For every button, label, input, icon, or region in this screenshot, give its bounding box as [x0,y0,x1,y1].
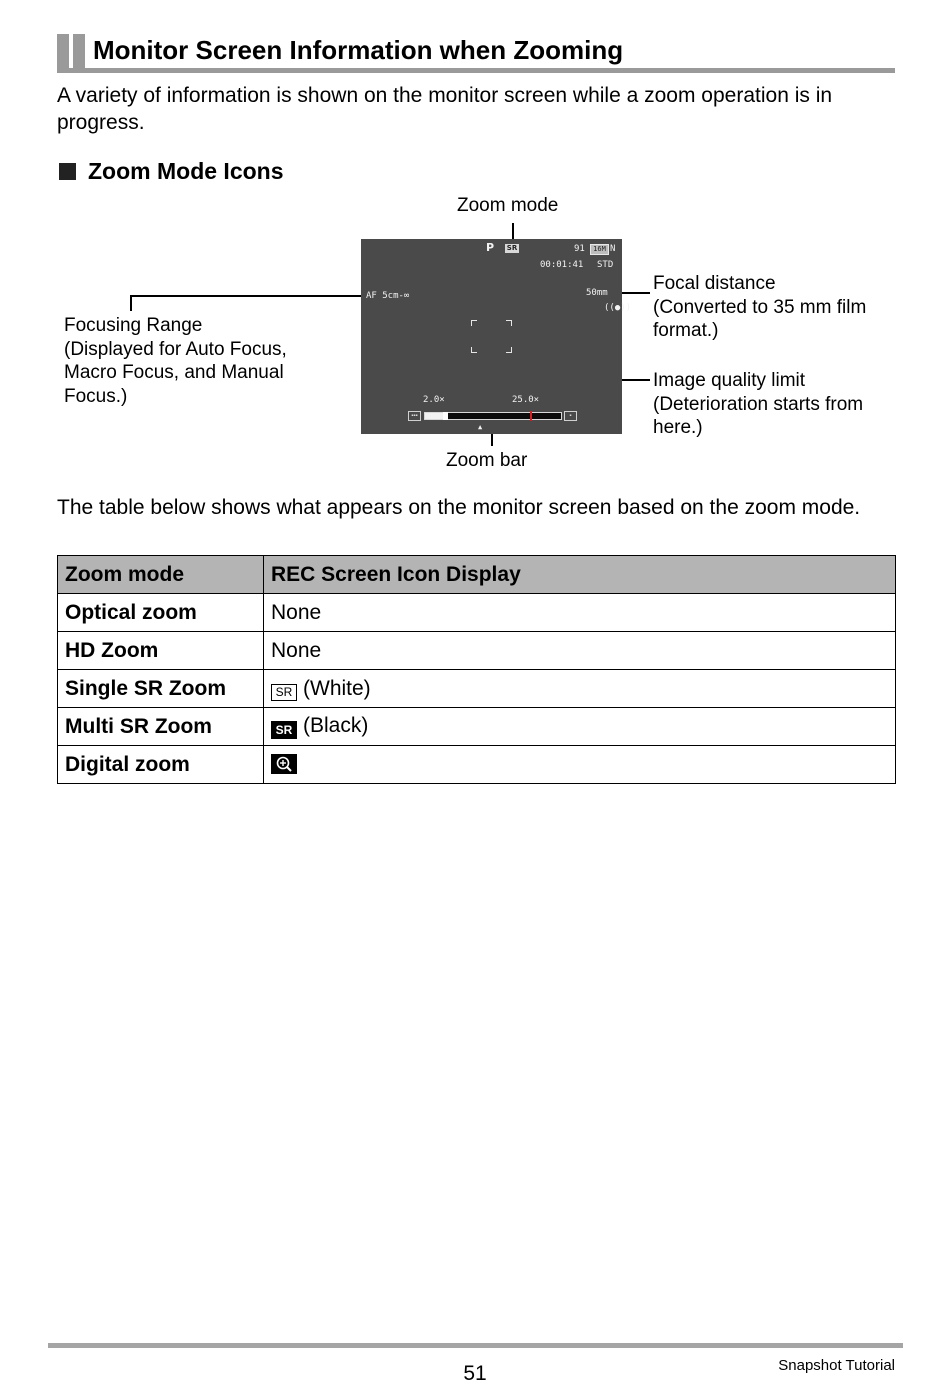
table-description: The table below shows what appears on the monitor screen based on the zoom mode. [57,496,861,519]
sr-zoom-icon: SR [506,244,518,252]
magnify-plus-icon [271,754,297,774]
page-number: 51 [463,1362,487,1385]
focus-frame-corner [471,347,477,353]
remaining-shots: 91 [574,244,585,254]
quality-limit-marker [530,411,532,421]
icon-display-cell [264,746,896,784]
zoom-mode-cell: HD Zoom [58,632,264,670]
image-quality-indicator: N [610,244,616,254]
title-underline [57,68,895,73]
table-header-row [58,556,896,594]
hd-zoom-factor: 2.0× [423,395,445,405]
title-bar-accent [57,34,69,72]
zoom-limit-factor: 25.0× [512,395,540,405]
callout-zoom-mode: Zoom mode [457,195,559,216]
footer-section-label: Snapshot Tutorial [778,1357,895,1374]
table-row [58,670,896,708]
focus-frame-corner [506,347,512,353]
leader-line-focusing-range [130,295,132,311]
table-row [58,594,896,632]
focus-frame-corner [471,320,477,326]
image-size-icon: 16M [590,244,609,255]
icon-display-cell: SR (Black) [264,708,896,746]
zoom-bar [424,412,562,420]
zoom-mode-cell: Single SR Zoom [58,670,264,708]
tele-icon: ▪ [564,411,577,421]
page-title: Monitor Screen Information when Zooming [93,35,624,65]
hand-shake-icon: ((●)) [604,303,632,313]
icon-display-cell: None [264,632,896,670]
remaining-time: 00:01:41 [540,260,584,270]
focus-frame-corner [506,320,512,326]
zoom-mode-cell: Multi SR Zoom [58,708,264,746]
leader-line-focusing-range [130,295,366,297]
rec-mode-indicator: P [486,241,495,254]
zoom-mode-cell: Optical zoom [58,594,264,632]
af-range-readout: AF 5cm-∞ [366,291,410,301]
sr-black-icon: SR [271,721,297,739]
zoom-position-triangle: ▲ [478,423,483,431]
intro-paragraph: A variety of information is shown on the monitor screen while a zoom operation is in progress. [57,84,833,134]
callout-image-quality-limit: Image quality limit (Deterioration starts from here.) [653,370,864,438]
table-row [58,746,896,784]
section-bullet-icon [59,163,76,180]
sr-white-icon: SR [271,684,297,701]
callout-focusing-range: Focusing Range (Displayed for Auto Focus, Macro Focus, and Manual Focus.) [64,315,287,407]
wide-icon: ▪▪▪ [408,411,421,421]
table-row [58,708,896,746]
icon-display-cell: None [264,594,896,632]
leader-line-focal-distance [618,292,650,294]
table-row [58,632,896,670]
section-title: Zoom Mode Icons [88,158,284,184]
footer-rule [48,1343,903,1348]
column-header-zoom-mode: Zoom mode [58,556,264,594]
zoom-bar-fill [425,413,445,419]
zoom-mode-table [57,555,896,784]
focal-distance-readout: 50mm [586,288,608,298]
callout-zoom-bar: Zoom bar [446,450,528,471]
column-header-icon-display: REC Screen Icon Display [264,556,896,594]
zoom-mode-cell: Digital zoom [58,746,264,784]
std-indicator: STD [597,260,614,270]
title-bar-accent [73,34,85,72]
zoom-pointer [443,412,448,420]
icon-display-cell: SR (White) [264,670,896,708]
monitor-screen [361,239,632,434]
callout-focal-distance: Focal distance (Converted to 35 mm film format.) [653,273,867,341]
